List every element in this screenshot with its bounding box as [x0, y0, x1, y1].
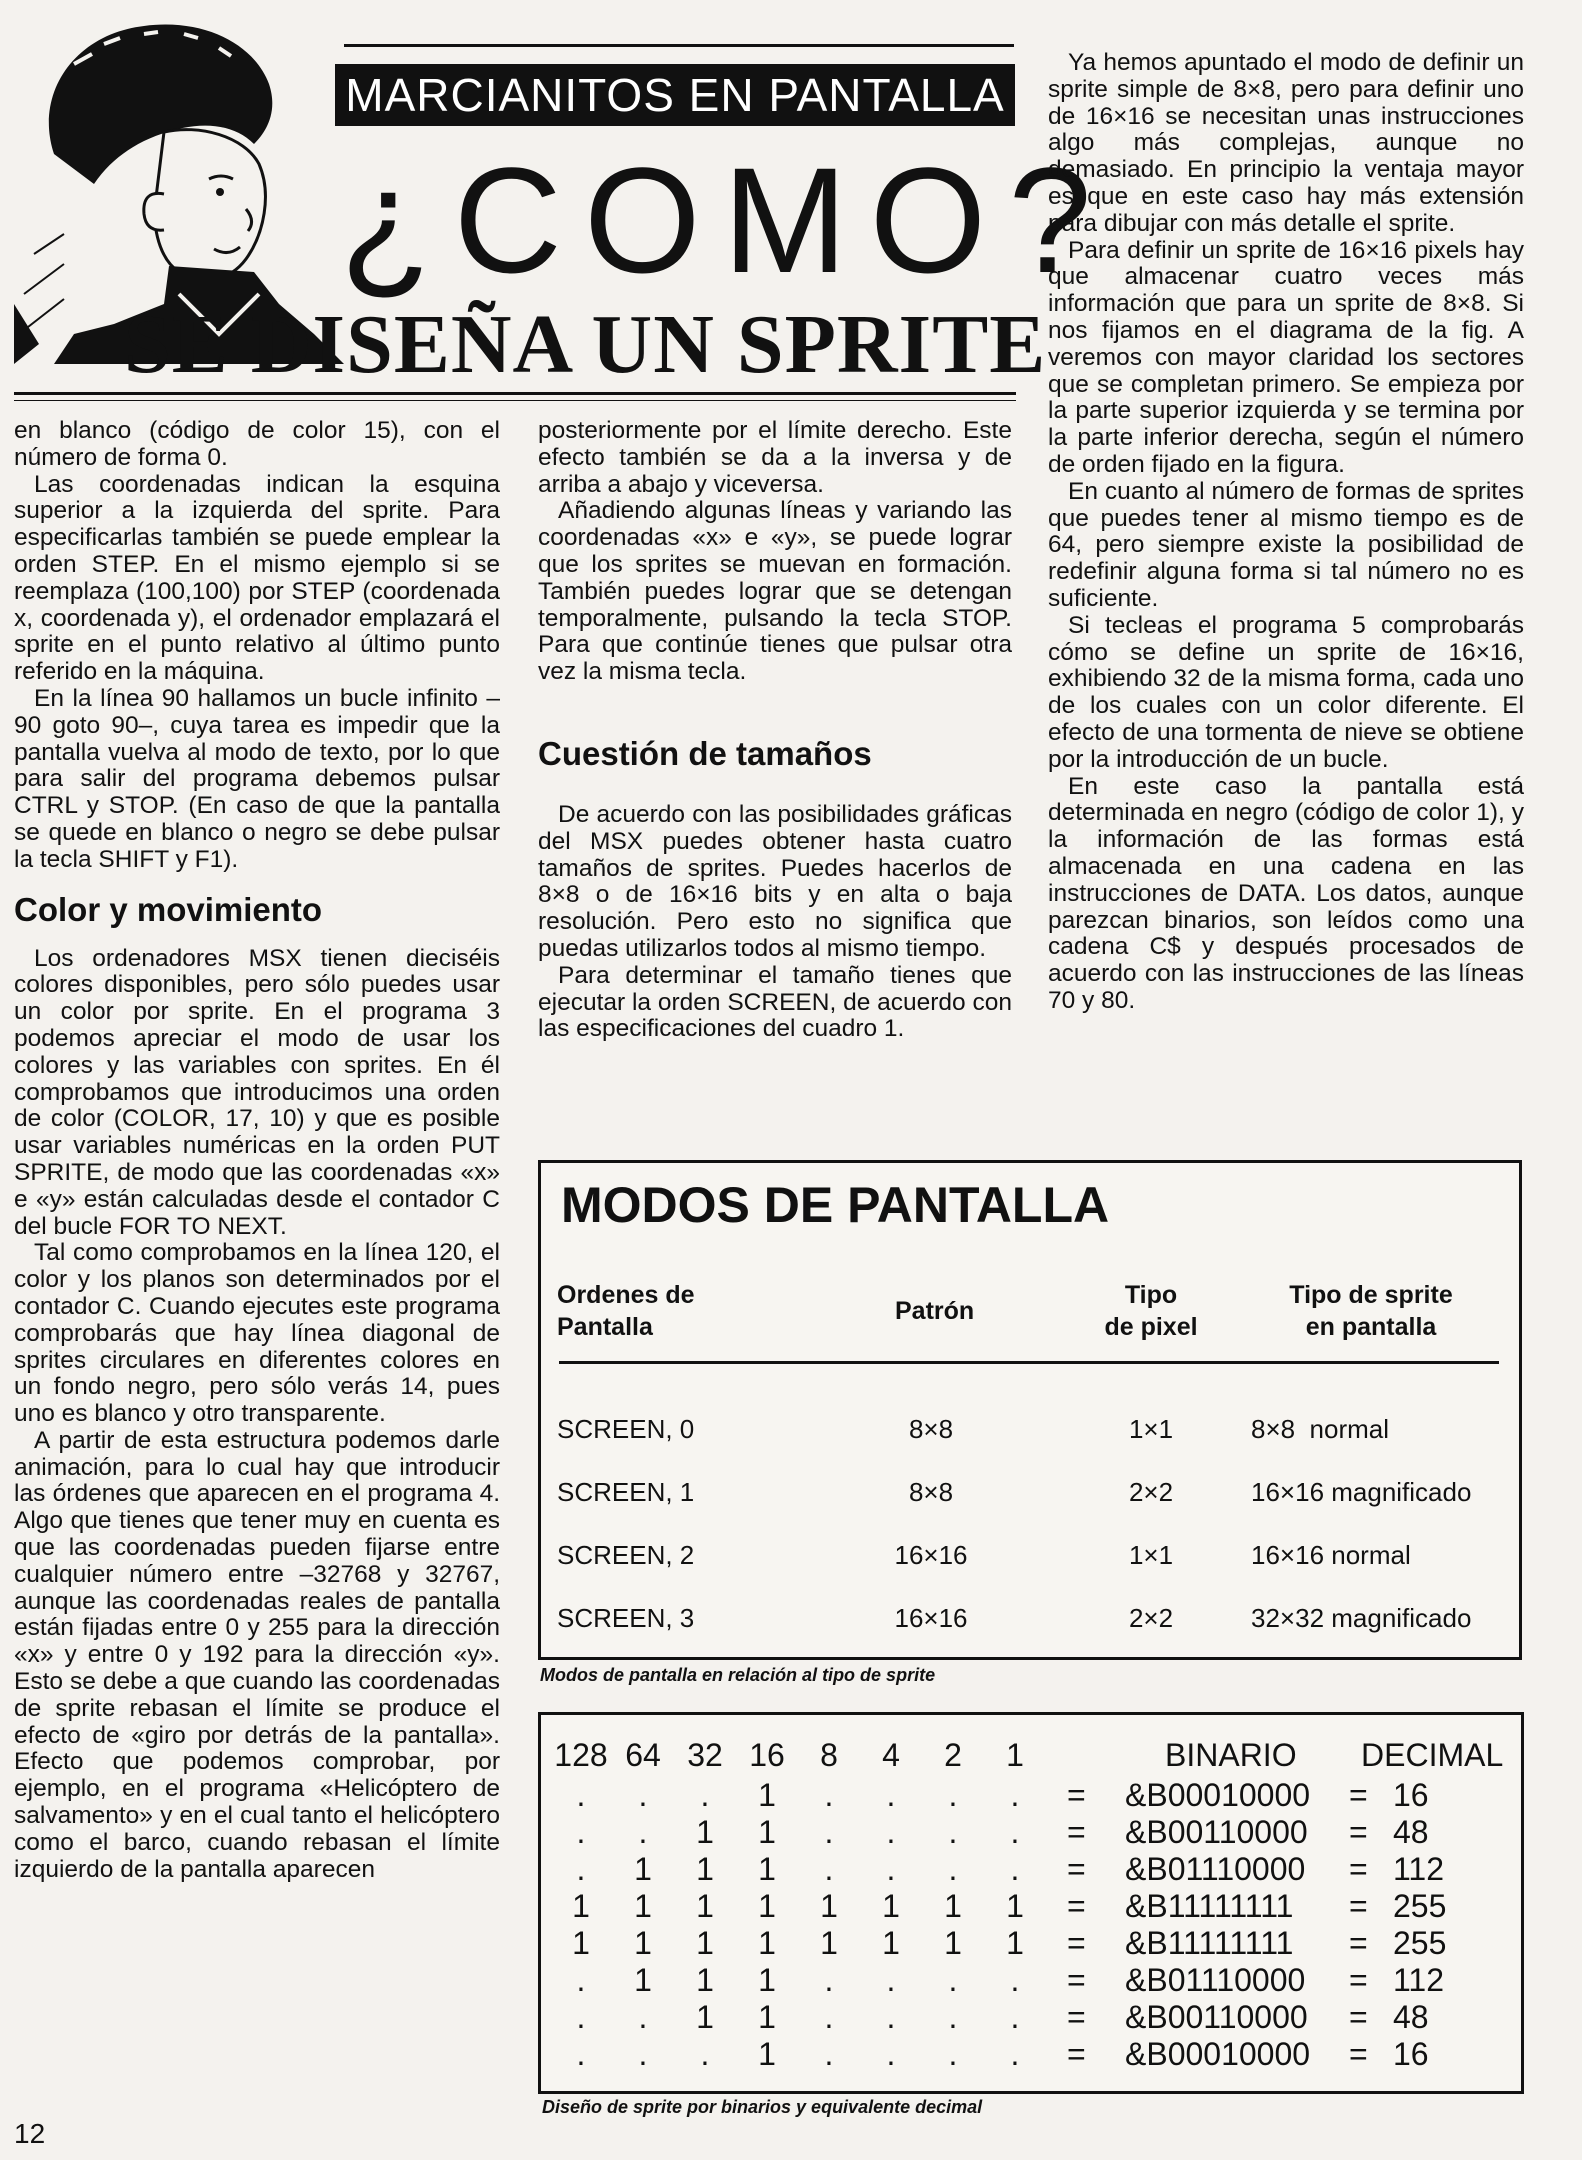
cell-patron: 16×16: [894, 1603, 968, 1633]
bit-cell: .: [638, 2036, 648, 2072]
equals-sign: =: [1349, 1888, 1368, 1924]
paragraph: posteriormente por el límite derecho. Este efecto también se da a la inversa y de arriba a abajo y viceversa.: [538, 417, 1012, 498]
bit-cell: .: [948, 1962, 958, 1998]
bit-cell: .: [576, 1999, 586, 2035]
equals-sign: =: [1349, 1962, 1368, 1998]
bit-cell: .: [1010, 1962, 1020, 1998]
equals-sign: =: [1067, 1962, 1086, 1998]
bit-header: 1: [1006, 1737, 1024, 1773]
bit-cell: .: [824, 1777, 834, 1813]
bit-cell: 1: [882, 1925, 900, 1961]
bit-cell: .: [1010, 1851, 1020, 1887]
equals-sign: =: [1067, 1888, 1086, 1924]
binary-value: &B01110000: [1125, 1962, 1306, 1998]
equals-sign: =: [1349, 1777, 1368, 1813]
paragraph: en blanco (código de color 15), con el número de forma 0.: [14, 417, 500, 471]
bit-cell: .: [886, 2036, 896, 2072]
cell-pixel: 2×2: [1128, 1603, 1174, 1633]
paragraph: Para determinar el tamaño tienes que ejecutar la orden SCREEN, de acuerdo con las especificaciones del cuadro 1.: [538, 961, 1012, 1043]
bit-cell: 1: [696, 1814, 714, 1850]
bit-cell: .: [886, 1814, 896, 1850]
cell-pixel: 1×1: [1128, 1540, 1174, 1570]
page-number: 12: [14, 2118, 46, 2149]
decimal-value: 48: [1393, 1814, 1429, 1850]
bit-cell: .: [1010, 1999, 1020, 2035]
paragraph: Añadiendo algunas líneas y variando las coordenadas «x» e «y», se puede lograr que los sprites se muevan en formación. También puedes lograr que se detengan temporalmente, pulsando la tecla STOP. Para que continúe tienes que pulsar otra vez la misma tecla.: [538, 497, 1012, 686]
header-tipo-sprite: [1261, 1279, 1481, 1343]
paragraph: De acuerdo con las posibilidades gráficas del MSX puedes obtener hasta cuatro tamaños de sprites. Puedes hacerlos de 8×8 o de 16×16 bits y en alta o baja resolución. Pero esto no significa que puedas utilizarlos todos al mismo tiempo.: [538, 800, 1012, 962]
bit-cell: 1: [1006, 1925, 1024, 1961]
section-heading: Cuestión de tamaños: [538, 734, 872, 772]
binary-value: &B00110000: [1125, 1999, 1308, 2035]
bit-cell: 1: [944, 1925, 962, 1961]
bit-cell: 1: [696, 1851, 714, 1887]
equals-sign: =: [1067, 1999, 1086, 2035]
equals-sign: =: [1067, 1851, 1086, 1887]
binary-value: &B00010000: [1125, 1777, 1311, 1813]
column-2: [538, 418, 1012, 1043]
bit-cell: 1: [634, 1962, 652, 1998]
bit-cell: 1: [882, 1888, 900, 1924]
header-tipo-line1: Tipo: [1124, 1281, 1178, 1309]
bit-cell: .: [824, 2036, 834, 2072]
binary-value: &B00110000: [1125, 1814, 1308, 1850]
cell-patron: 8×8: [908, 1477, 954, 1507]
bit-cell: .: [576, 1851, 586, 1887]
column-3: [1048, 50, 1524, 1015]
bit-cell: .: [576, 1814, 586, 1850]
decimal-value: 16: [1393, 1777, 1429, 1813]
equals-sign: =: [1349, 1999, 1368, 2035]
bit-cell: 1: [572, 1925, 590, 1961]
bit-cell: 1: [758, 1777, 776, 1813]
header-orden-line2: Pantalla: [557, 1313, 653, 1341]
bit-cell: 1: [1006, 1888, 1024, 1924]
binary-value: &B11111111: [1125, 1888, 1294, 1924]
table-separator: [559, 1361, 1499, 1364]
decimal-value: 112: [1393, 1962, 1445, 1998]
bit-cell: .: [948, 1814, 958, 1850]
bit-cell: 1: [758, 1962, 776, 1998]
header-orden-line1: Ordenes de: [557, 1281, 695, 1309]
cell-sprite: 8×8 normal: [1251, 1414, 1390, 1444]
modes-table-caption: Modos de pantalla en relación al tipo de sprite: [540, 1665, 936, 1685]
decimal-value: 112: [1393, 1851, 1445, 1887]
paragraph: En cuanto al número de formas de sprites que puedes tener al mismo tiempo es de 64, pero siempre existe la posibilidad de redefinir alguna forma si tal número no es suficiente.: [1048, 477, 1524, 612]
kicker-banner: MARCIANITOS EN PANTALLA: [335, 64, 1015, 126]
decimal-value: 255: [1393, 1925, 1447, 1961]
paragraph: A partir de esta estructura podemos darle animación, para lo cual hay que introducir las órdenes que aparecen en el programa 4. Algo que tienes que tener muy en cuenta es que las coordenadas pueden fijarse entre cualquier número entre –32768 y 32767, aunque las coordenadas reales de pantalla están fijadas entre 0 y 255 para la dirección «x» y entre 0 y 192 para la dirección «y». Esto se debe a que cuando las coordenadas de sprite rebasan el límite se produce el efecto de «giro por detrás de la pantalla». Efecto que podemos comprobar, por ejemplo, en el programa «Helicóptero de salvamento» y en el cual tanto el helicóptero como el barco, cuando rebasan el límite izquierdo de la pantalla aparecen: [14, 1426, 500, 1883]
cell-orden: SCREEN, 3: [557, 1603, 695, 1633]
paragraph: Los ordenadores MSX tienen dieciséis colores disponibles, pero sólo puedes usar un color por sprite. En el programa 3 podemos apreciar el modo de usar los colores y las variables con sprites. En él comprobamos que introducimos una orden de color (COLOR, 17, 10) y que es posible usar variables numéricas en la orden PUT SPRITE, de modo que las coordenadas «x» e «y» están calculadas desde el contador C del bucle FOR TO NEXT.: [14, 944, 500, 1240]
bit-header: 64: [625, 1737, 661, 1773]
binary-value: &B00010000: [1125, 2036, 1311, 2072]
paragraph: Tal como comprobamos en la línea 120, el color y los planos son determinados por el contador C. Cuando ejecutes este programa comprobarás que hay línea diagonal de sprites circulares en diferentes colores en un fondo negro, pero sólo verás 14, pues uno es blanco y otro transparente.: [14, 1239, 500, 1428]
cell-orden: SCREEN, 0: [557, 1414, 695, 1444]
bit-cell: .: [700, 1777, 710, 1813]
bit-cell: .: [824, 1814, 834, 1850]
bit-cell: 1: [696, 1962, 714, 1998]
bit-cell: .: [886, 1777, 896, 1813]
bit-cell: 1: [758, 1814, 776, 1850]
equals-sign: =: [1349, 1814, 1368, 1850]
header-orden: [557, 1279, 695, 1343]
paragraph: Si tecleas el programa 5 comprobarás cómo se define un sprite de 16×16, exhibiendo 32 de la misma forma, cada uno de los cuales con un color diferente. El efecto de una tormenta de nieve se obtiene por la introducción de un bucle.: [1048, 611, 1524, 773]
bit-cell: 1: [944, 1888, 962, 1924]
decimal-value: 16: [1393, 2036, 1429, 2072]
header-sprite-line2: en pantalla: [1305, 1313, 1437, 1341]
bit-header: 4: [882, 1737, 900, 1773]
binary-value: &B01110000: [1125, 1851, 1306, 1887]
bit-header: 32: [687, 1737, 723, 1773]
bit-cell: .: [948, 1851, 958, 1887]
cell-orden: SCREEN, 1: [557, 1477, 695, 1507]
bit-cell: .: [576, 1777, 586, 1813]
decimal-value: 255: [1393, 1888, 1447, 1924]
bit-cell: 1: [758, 1888, 776, 1924]
binary-table: [538, 1712, 1524, 2094]
bit-cell: .: [948, 2036, 958, 2072]
paragraph: En la línea 90 hallamos un bucle infinito –90 goto 90–, cuya tarea es impedir que la pantalla vuelva al modo de texto, por lo que para salir del programa debemos pulsar CTRL y STOP. (En caso de que la pantalla se quede en blanco o negro se debe pulsar la tecla SHIFT y F1).: [14, 684, 500, 873]
paragraph: Ya hemos apuntado el modo de definir un sprite simple de 8×8, pero para definir uno de 16×16 se necesitan unas instrucciones algo más complejas, aunque no demasiado. En principio la ventaja mayor es que en este caso hay más extensión para dibujar con más detalle el sprite.: [1048, 49, 1524, 237]
bit-cell: .: [886, 1999, 896, 2035]
bit-header: 2: [944, 1737, 962, 1773]
equals-sign: =: [1349, 2036, 1368, 2072]
bit-cell: 1: [696, 1999, 714, 2035]
bit-cell: 1: [758, 1925, 776, 1961]
bit-cell: 1: [820, 1888, 838, 1924]
modes-table: [538, 1160, 1522, 1660]
equals-sign: =: [1349, 1925, 1368, 1961]
bit-cell: .: [948, 1777, 958, 1813]
cell-pixel: 1×1: [1128, 1414, 1174, 1444]
modes-table-title: MODOS DE PANTALLA: [561, 1175, 1119, 1235]
bit-cell: .: [824, 1962, 834, 1998]
equals-sign: =: [1067, 1814, 1086, 1850]
header-bottom-rule-thin: [14, 400, 1016, 401]
equals-sign: =: [1067, 2036, 1086, 2072]
bit-cell: .: [638, 1814, 648, 1850]
cell-sprite: 32×32 magnificado: [1251, 1603, 1472, 1633]
bit-cell: 1: [758, 1999, 776, 2035]
header-patron: Patrón: [895, 1297, 975, 1325]
bit-header: 16: [749, 1737, 785, 1773]
bit-cell: .: [948, 1999, 958, 2035]
bit-cell: .: [824, 1851, 834, 1887]
header-sprite-line1: Tipo de sprite: [1289, 1281, 1453, 1309]
bit-header: 8: [820, 1737, 838, 1773]
cell-sprite: 16×16 normal: [1251, 1540, 1411, 1570]
paragraph: Las coordenadas indican la esquina superior a la izquierda del sprite. Para especificarlas también se puede emplear la orden STEP. En el mismo ejemplo si se reemplaza (100,100) por STEP (coordenada x, coordenada y), el ordenador emplazará el sprite en el punto relativo al último punto referido en la máquina.: [14, 470, 500, 686]
cell-pixel: 2×2: [1128, 1477, 1174, 1507]
equals-sign: =: [1067, 1777, 1086, 1813]
bit-cell: 1: [696, 1888, 714, 1924]
bit-cell: .: [638, 1777, 648, 1813]
bit-cell: .: [1010, 1777, 1020, 1813]
bit-cell: .: [1010, 1814, 1020, 1850]
bit-cell: .: [638, 1999, 648, 2035]
bit-cell: .: [1010, 2036, 1020, 2072]
bit-cell: 1: [758, 2036, 776, 2072]
bit-cell: .: [824, 1999, 834, 2035]
bit-header: 128: [554, 1737, 608, 1773]
section-heading: Color y movimiento: [14, 890, 323, 928]
bit-cell: .: [576, 1962, 586, 1998]
equals-sign: =: [1349, 1851, 1368, 1887]
cell-patron: 16×16: [894, 1540, 968, 1570]
binary-table-caption: Diseño de sprite por binarios y equivalente decimal: [542, 2097, 983, 2117]
cell-patron: 8×8: [908, 1414, 954, 1444]
paragraph: Para definir un sprite de 16×16 pixels hay que almacenar cuatro veces más información que para un sprite de 8×8. Si nos fijamos en el diagrama de la fig. A veremos con mayor claridad los sectores que se completan primero. Se empieza por la parte superior izquierda y se termina por la parte inferior derecha, según el número de orden fijado en la figura.: [1048, 236, 1524, 478]
bit-cell: .: [886, 1851, 896, 1887]
bit-cell: 1: [696, 1925, 714, 1961]
column-1: [14, 418, 500, 1883]
bit-cell: 1: [572, 1888, 590, 1924]
header-bottom-rule: [14, 392, 1016, 395]
bit-cell: .: [886, 1962, 896, 1998]
header-tipo-pixel: [1081, 1279, 1221, 1343]
bit-cell: 1: [634, 1851, 652, 1887]
paragraph: En este caso la pantalla está determinada en negro (código de color 1), y la información de las formas está almacenada en una cadena en las instrucciones de DATA. Los datos, aunque parezcan binarios, son leídos como una cadena C$ y después procesados de acuerdo con las instrucciones de las líneas 70 y 80.: [1048, 772, 1524, 1014]
bit-cell: 1: [634, 1925, 652, 1961]
headline-como: ¿COMO?: [340, 136, 1114, 304]
headline-subtitle: SE DISEÑA UN SPRITE: [124, 298, 1047, 391]
bit-cell: 1: [634, 1888, 652, 1924]
bit-cell: .: [576, 2036, 586, 2072]
decimal-header: DECIMAL: [1361, 1737, 1504, 1773]
binario-header: BINARIO: [1165, 1737, 1297, 1773]
binary-value: &B11111111: [1125, 1925, 1294, 1961]
cell-orden: SCREEN, 2: [557, 1540, 695, 1570]
equals-sign: =: [1067, 1925, 1086, 1961]
bit-cell: .: [700, 2036, 710, 2072]
bit-cell: 1: [758, 1851, 776, 1887]
bit-cell: 1: [820, 1925, 838, 1961]
cell-sprite: 16×16 magnificado: [1251, 1477, 1472, 1507]
header-tipo-line2: de pixel: [1104, 1313, 1198, 1341]
decimal-value: 48: [1393, 1999, 1429, 2035]
